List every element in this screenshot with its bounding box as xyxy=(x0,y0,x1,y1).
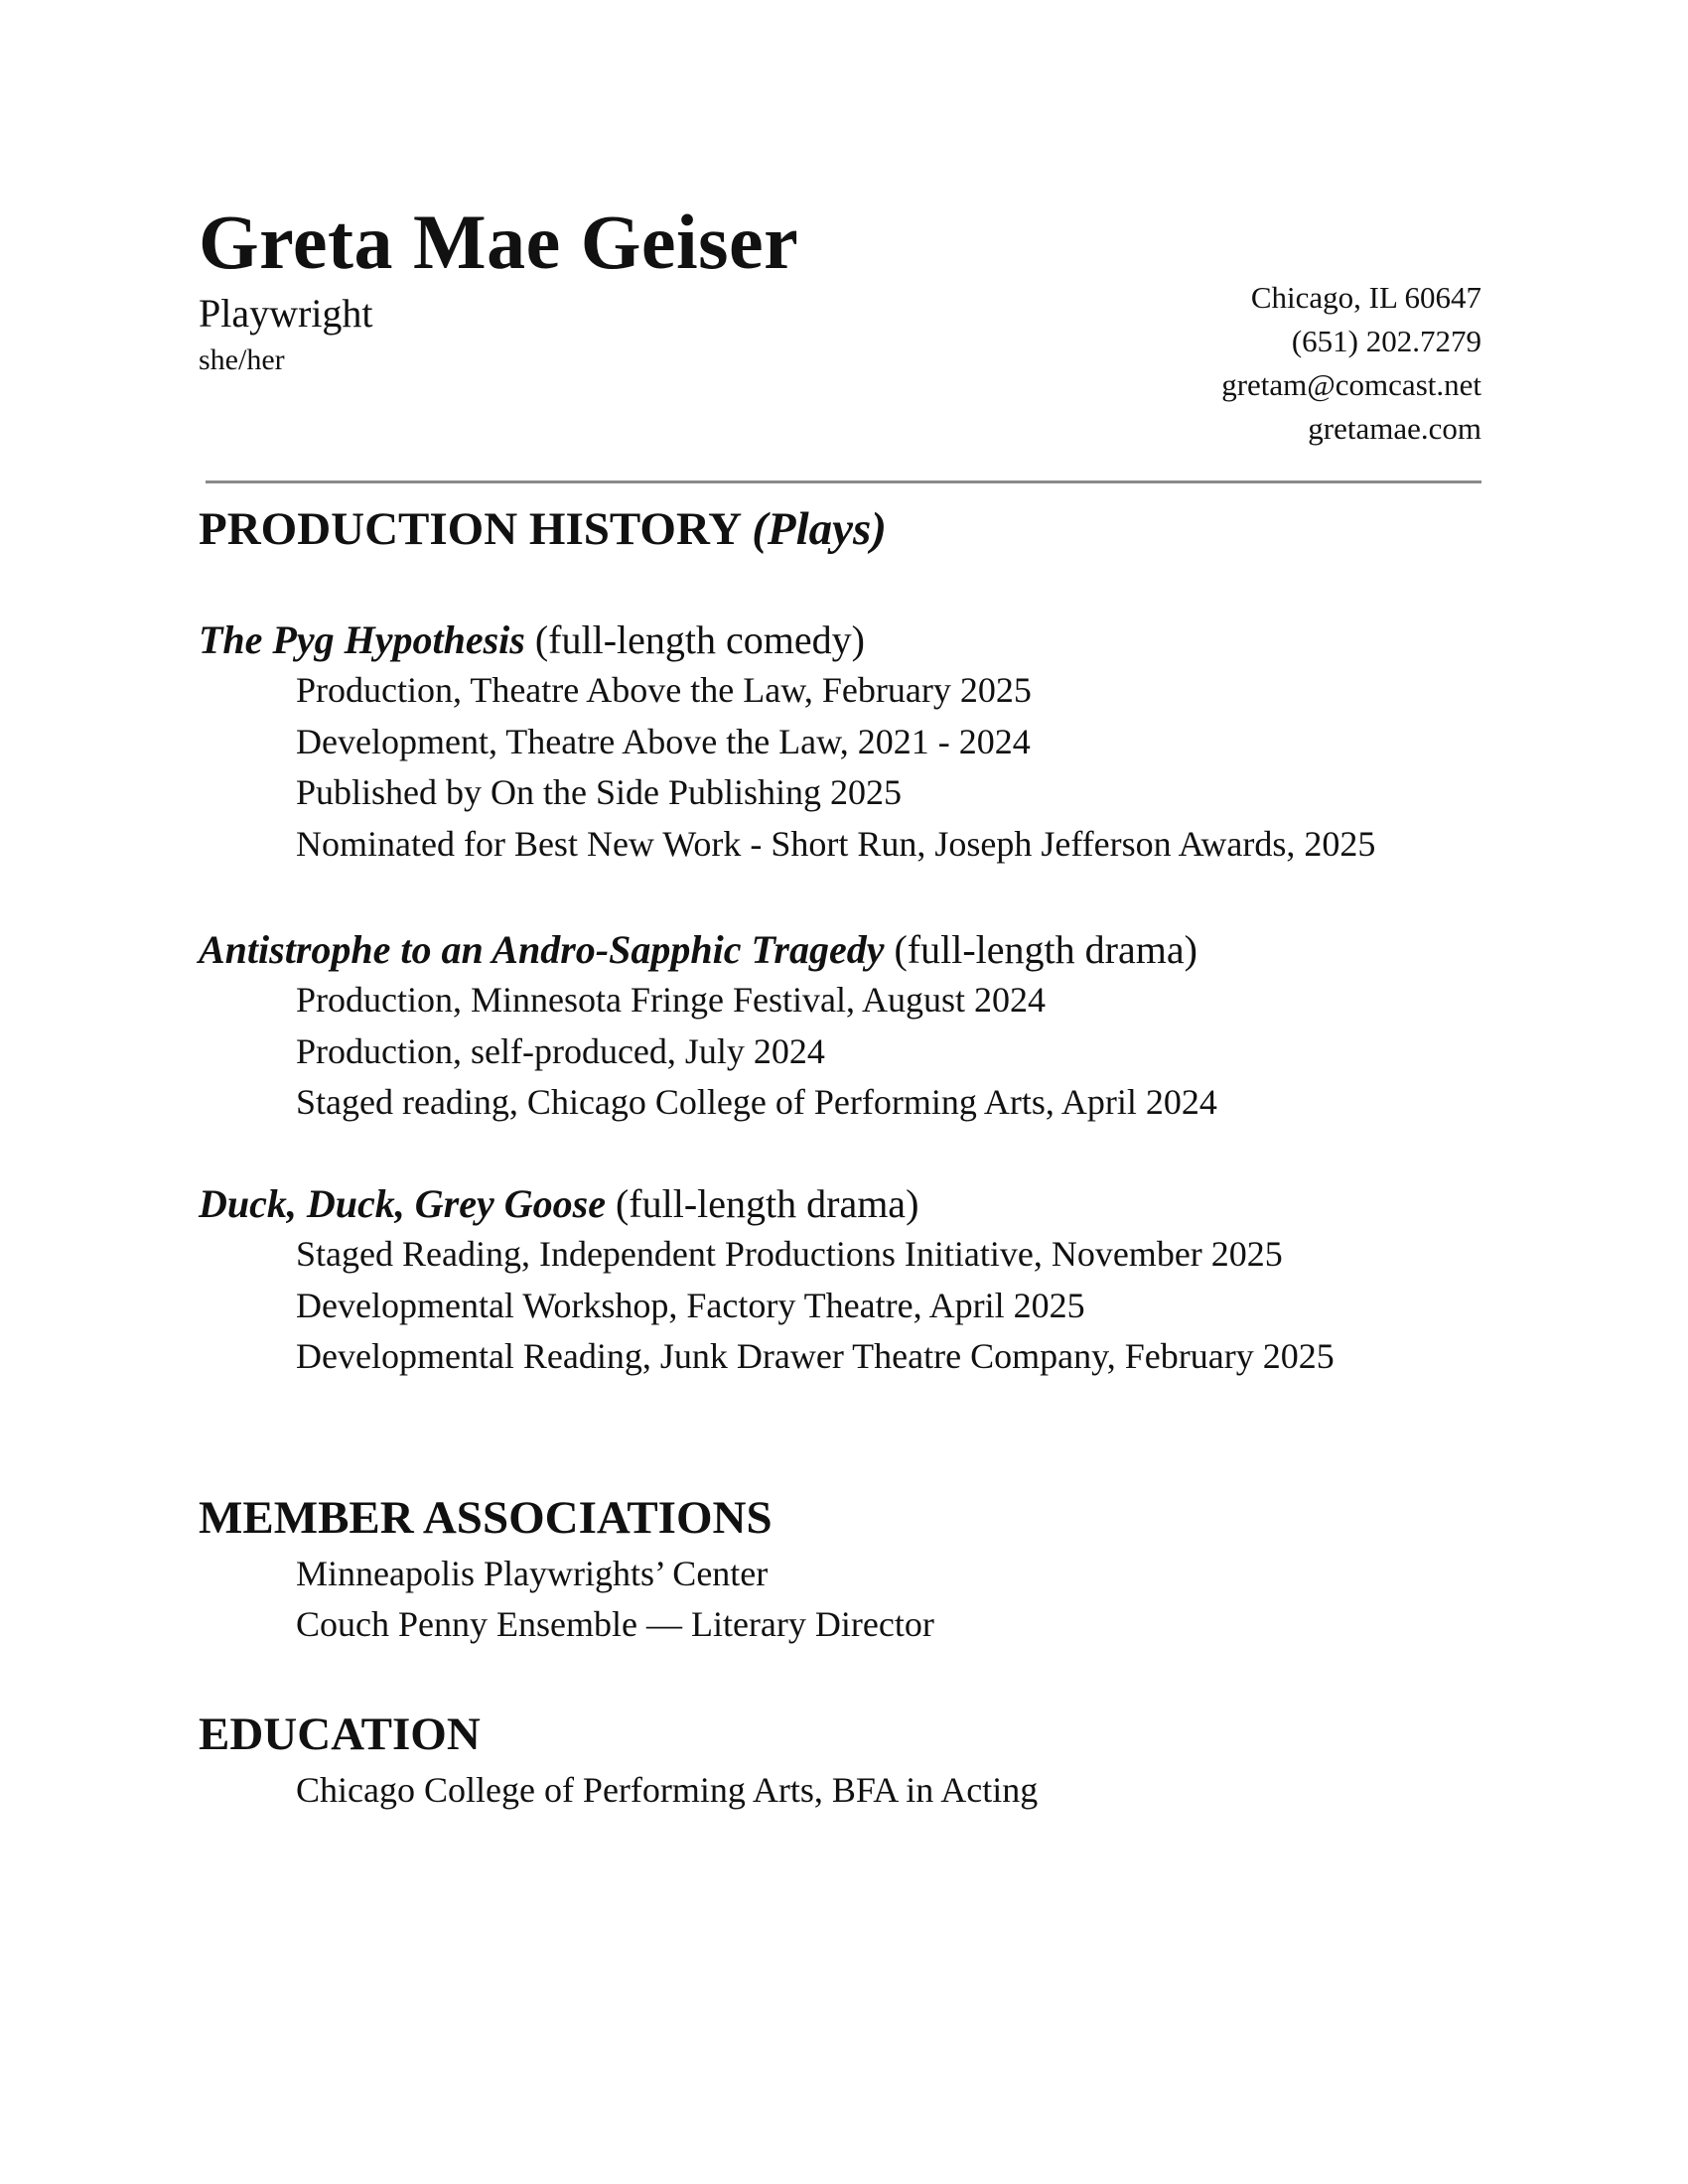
education-item: Chicago College of Performing Arts, BFA in Acting xyxy=(296,1770,1039,1810)
play-title: The Pyg Hypothesis xyxy=(199,617,525,662)
play-history-item: Staged Reading, Independent Productions Initiative, November 2025 xyxy=(296,1234,1283,1274)
education-list xyxy=(296,1765,1038,1816)
member-associations-list xyxy=(296,1549,934,1650)
play-history-list xyxy=(296,975,1489,1129)
play-history-item: Production, Minnesota Fringe Festival, August 2024 xyxy=(296,980,1046,1020)
play-history-item: Development, Theatre Above the Law, 2021 - 2024 xyxy=(296,721,1031,761)
play-genre: (full-length drama) xyxy=(615,1181,919,1226)
play-title: Antistrophe to an Andro-Sapphic Tragedy xyxy=(199,927,885,972)
contact-block xyxy=(886,276,1481,451)
play-history-item: Developmental Reading, Junk Drawer Theatre Company, February 2025 xyxy=(296,1336,1335,1376)
play-history-item: Developmental Workshop, Factory Theatre, April 2025 xyxy=(296,1285,1085,1325)
resume-role: Playwright xyxy=(199,291,373,336)
contact-email: gretam@comcast.net xyxy=(1221,367,1481,402)
contact-website: gretamae.com xyxy=(1308,411,1481,446)
play-history-item: Production, self-produced, July 2024 xyxy=(296,1030,825,1071)
play-title: Duck, Duck, Grey Goose xyxy=(199,1181,606,1226)
education-heading: EDUCATION xyxy=(199,1708,481,1760)
play-entry xyxy=(199,1179,1489,1383)
production-history-heading xyxy=(199,503,887,555)
play-genre: (full-length drama) xyxy=(894,927,1197,972)
member-associations-heading: MEMBER ASSOCIATIONS xyxy=(199,1492,773,1544)
association-item: Minneapolis Playwrights’ Center xyxy=(296,1554,769,1593)
production-history-heading-text: PRODUCTION HISTORY xyxy=(199,503,741,555)
play-entry xyxy=(199,615,1489,870)
play-history-list xyxy=(296,1229,1489,1383)
play-history-item: Nominated for Best New Work - Short Run, Joseph Jefferson Awards, 2025 xyxy=(296,823,1376,864)
play-history-item: Published by On the Side Publishing 2025 xyxy=(296,772,903,812)
header-divider xyxy=(206,480,1481,483)
play-genre: (full-length comedy) xyxy=(534,617,865,662)
play-history-list xyxy=(296,665,1489,870)
association-item: Couch Penny Ensemble — Literary Director xyxy=(296,1604,934,1644)
resume-name: Greta Mae Geiser xyxy=(199,199,799,285)
production-history-heading-suffix: (Plays) xyxy=(752,503,887,555)
resume-pronouns: she/her xyxy=(199,343,285,376)
play-title-line xyxy=(199,1179,1489,1229)
play-history-item: Staged reading, Chicago College of Performing Arts, April 2024 xyxy=(296,1082,1217,1122)
play-title-line xyxy=(199,615,1489,665)
play-history-item: Production, Theatre Above the Law, February 2025 xyxy=(296,670,1032,710)
play-entry xyxy=(199,925,1489,1129)
play-title-line xyxy=(199,925,1489,975)
contact-location: Chicago, IL 60647 xyxy=(1250,280,1481,315)
contact-phone: (651) 202.7279 xyxy=(1291,324,1481,358)
